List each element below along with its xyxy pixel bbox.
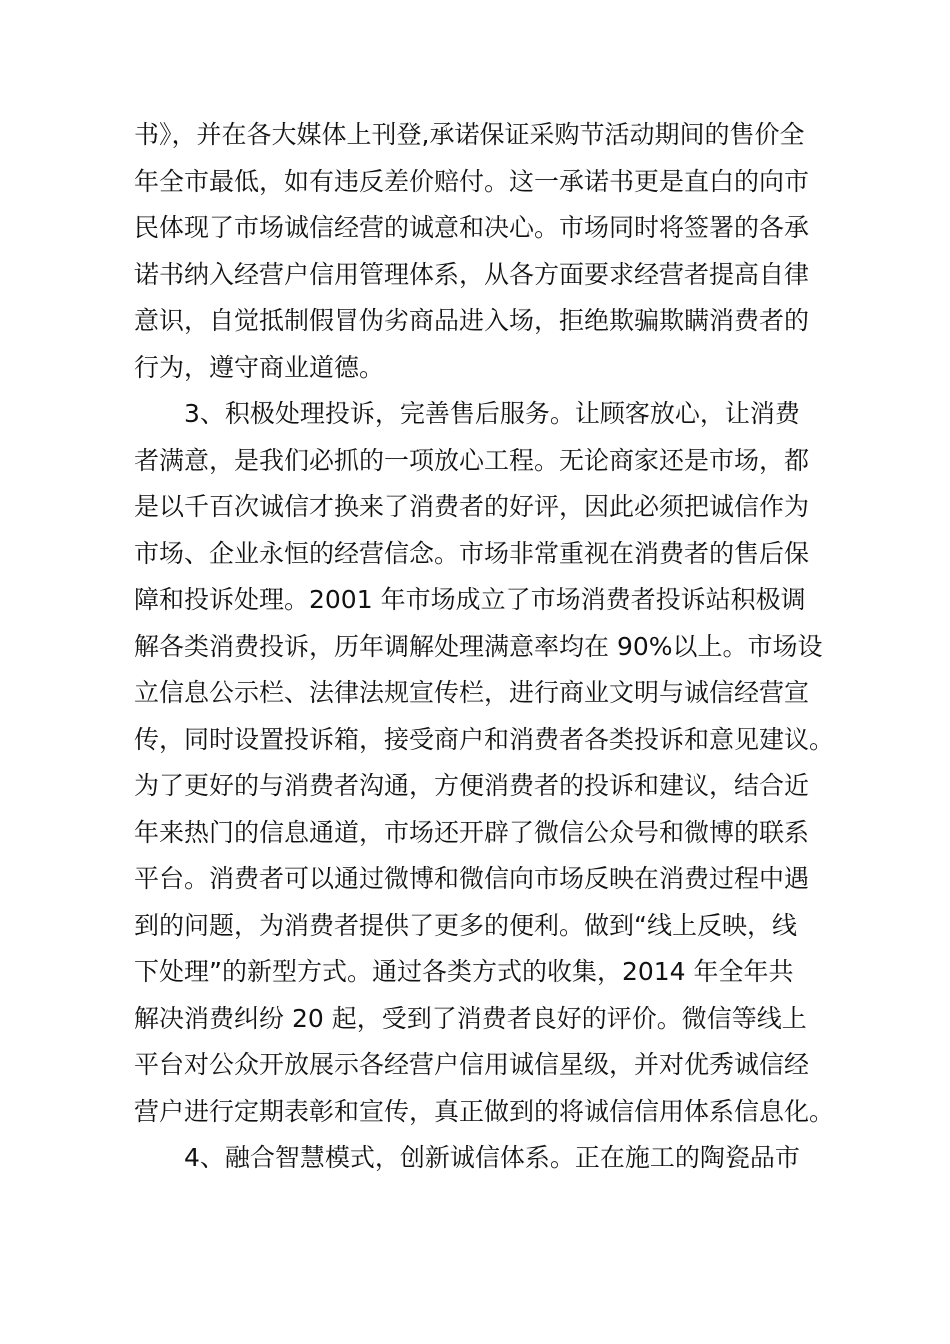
text-line: 年来热门的信息通道，市场还开辟了微信公众号和微博的联系	[134, 817, 810, 847]
text-line: 平台对公众开放展示各经营户信用诚信星级，并对优秀诚信经	[134, 1050, 810, 1079]
text-line: 下处理”的新型方式。通过各类方式的收集，2014 年全年共	[134, 957, 794, 986]
text-line: 立信息公示栏、法律法规宣传栏，进行商业文明与诚信经营宣	[134, 678, 810, 707]
text-line: 书》，并在各大媒体上刊登,承诺保证采购节活动期间的售价全	[134, 120, 805, 149]
text-line: 为了更好的与消费者沟通，方便消费者的投诉和建议，结合近	[134, 771, 810, 800]
paragraph-2	[134, 391, 839, 1135]
text-line: 营户进行定期表彰和宣传，真正做到的将诚信信用体系信息化。	[134, 1096, 835, 1126]
text-line: 者满意，是我们必抓的一项放心工程。无论商家还是市场，都	[134, 445, 810, 475]
text-line: 解各类消费投诉，历年调解处理满意率均在 90%以上。市场设	[134, 631, 823, 661]
text-line: 民体现了市场诚信经营的诚意和决心。市场同时将签署的各承	[134, 213, 810, 242]
text-line: 意识，自觉抵制假冒伪劣商品进入场，拒绝欺骗欺瞒消费者的	[134, 306, 810, 335]
text-line: 3、积极处理投诉，完善售后服务。让顾客放心，让消费	[184, 399, 800, 428]
text-line: 是以千百次诚信才换来了消费者的好评，因此必须把诚信作为	[134, 492, 810, 521]
text-line: 年全市最低，如有违反差价赔付。这一承诺书更是直白的向市	[134, 166, 810, 196]
text-line: 市场、企业永恒的经营信念。市场非常重视在消费者的售后保	[134, 538, 810, 568]
text-line: 障和投诉处理。2001 年市场成立了市场消费者投诉站积极调	[134, 585, 806, 614]
text-line: 4、融合智慧模式，创新诚信体系。正在施工的陶瓷品市	[184, 1143, 800, 1172]
text-line: 诺书纳入经营户信用管理体系，从各方面要求经营者提高自律	[134, 259, 810, 289]
text-line: 平台。消费者可以通过微博和微信向市场反映在消费过程中遇	[134, 864, 810, 893]
text-line: 到的问题，为消费者提供了更多的便利。做到“线上反映，线	[134, 910, 797, 940]
paragraph-1	[134, 112, 839, 391]
text-line: 行为，遵守商业道德。	[134, 352, 385, 382]
body-text	[134, 112, 839, 1182]
paragraph-3	[134, 1135, 839, 1182]
text-line: 解决消费纠纷 20 起，受到了消费者良好的评价。微信等线上	[134, 1003, 807, 1033]
text-line: 传，同时设置投诉箱，接受商户和消费者各类投诉和意见建议。	[134, 724, 835, 754]
